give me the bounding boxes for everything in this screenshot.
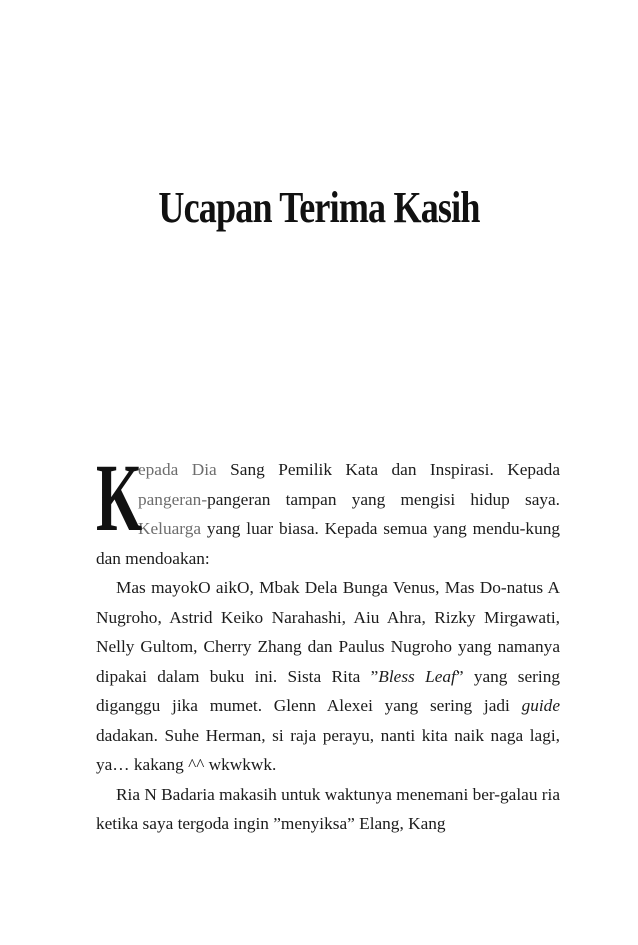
paragraph-2 <box>96 573 560 780</box>
p1-text-3: yang luar biasa. Kepada semua yang mendu-kung dan mendoakan: <box>96 519 560 568</box>
p1-text-1: Sang Pemilik Kata dan Inspirasi. Kepada <box>216 460 560 479</box>
p1-text-2: pangeran tampan yang mengisi hidup saya. <box>207 489 560 509</box>
drop-cap: K <box>96 444 143 551</box>
p3-text-1: Ria N Badaria makasih untuk waktunya menemani ber-galau ria ketika saya tergoda ingin ”menyiksa” Elang, Kang <box>96 784 561 833</box>
p2-text-1: Mas mayokO aikO, Mbak Dela Bunga Venus, Mas Do-natus A Nugroho, Astrid Keiko Narahashi, Aiu Ahra, Rizky Mirgawati, Nelly Gultom, Cherry Zhang dan Paulus Nugroho yang namanya dipakai dalam buku ini. Sista Rita ” <box>96 578 560 686</box>
paragraph-1 <box>96 444 560 573</box>
p2-text-3: dadakan. Suhe Herman, si raja perayu, nanti kita naik naga lagi, ya… kakang ^^ wkwkwk. <box>96 725 560 774</box>
p2-italic-1: Bless Leaf <box>378 666 456 686</box>
chapter-title: Ucapan Terima Kasih <box>158 183 480 232</box>
body-text <box>96 444 561 839</box>
p2-text-2: ” yang sering diganggu jika mumet. Glenn Alexei yang sering jadi <box>96 666 561 715</box>
p1-faded-2: pangeran- <box>138 489 208 509</box>
paragraph-3 <box>96 780 560 839</box>
p1-faded-1: epada Dia <box>138 460 217 479</box>
p2-italic-2: guide <box>521 696 560 715</box>
p1-faded-3: Keluarga <box>138 519 202 538</box>
